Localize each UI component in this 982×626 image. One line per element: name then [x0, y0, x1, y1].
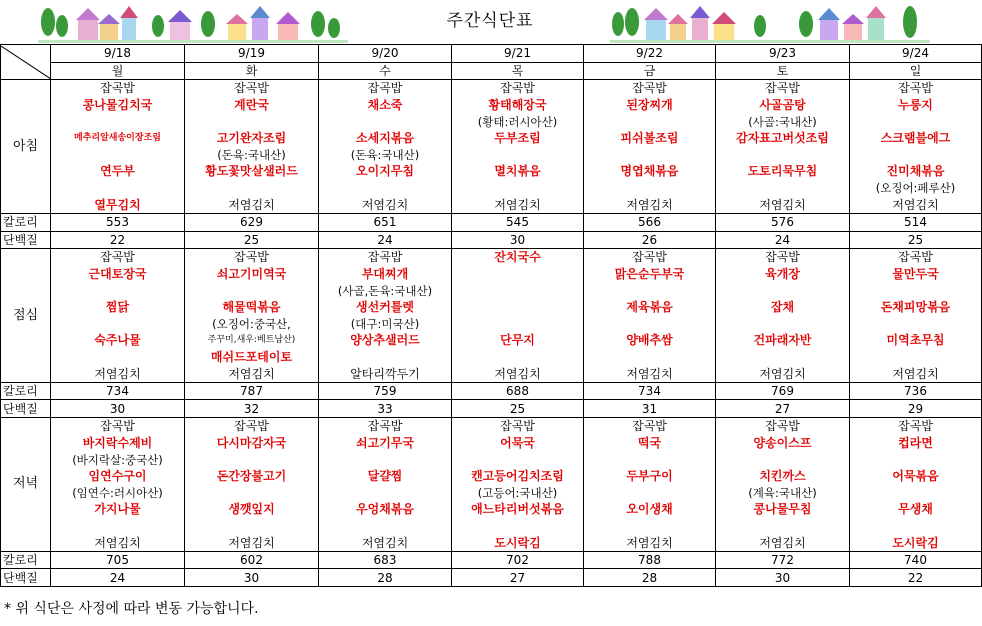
day-date: 9/20 — [319, 45, 452, 63]
calorie-value: 514 — [850, 213, 982, 231]
protein-value: 27 — [716, 400, 850, 418]
menu-item: 메추리알새송이장조림 — [51, 130, 185, 147]
calorie-value: 759 — [319, 382, 452, 400]
menu-item: 잡곡밥 — [716, 418, 850, 435]
menu-row — [1, 249, 982, 266]
calorie-value: 705 — [51, 551, 185, 569]
menu-item: (황태:러시아산) — [452, 113, 584, 130]
protein-row — [1, 400, 982, 418]
menu-item: 양배추쌈 — [584, 332, 716, 349]
menu-item — [850, 349, 982, 366]
menu-item — [716, 316, 850, 333]
menu-item: 저염김치 — [584, 365, 716, 382]
menu-row — [1, 266, 982, 283]
day-date: 9/22 — [584, 45, 716, 63]
menu-item: 오이지무침 — [319, 163, 452, 180]
day-date: 9/18 — [51, 45, 185, 63]
protein-value: 28 — [584, 569, 716, 587]
menu-item — [584, 349, 716, 366]
menu-item: 잡곡밥 — [51, 249, 185, 266]
menu-change-note: * 위 식단은 사정에 따라 변동 가능합니다. — [4, 601, 259, 617]
meal-label: 아침 — [1, 80, 51, 214]
menu-item: 어묵국 — [452, 435, 584, 452]
day-weekday: 목 — [452, 62, 584, 80]
calorie-label: 칼로리 — [1, 213, 51, 231]
menu-item — [850, 113, 982, 130]
menu-item — [51, 113, 185, 130]
menu-item: 저염김치 — [584, 534, 716, 551]
menu-item: 건파래자반 — [716, 332, 850, 349]
calorie-value: 740 — [850, 551, 982, 569]
protein-value: 22 — [850, 569, 982, 587]
menu-item: 매쉬드포테이토 — [185, 349, 319, 366]
menu-item: 잡곡밥 — [51, 418, 185, 435]
menu-item: 쇠고기무국 — [319, 435, 452, 452]
protein-label: 단백질 — [1, 231, 51, 249]
menu-item: 잡곡밥 — [452, 418, 584, 435]
protein-value: 30 — [716, 569, 850, 587]
menu-item — [716, 147, 850, 164]
menu-item — [584, 484, 716, 501]
menu-item: 소세지볶음 — [319, 130, 452, 147]
menu-item: (사골,돈육:국내산) — [319, 282, 452, 299]
menu-item: 고기완자조림 — [185, 130, 319, 147]
menu-row — [1, 163, 982, 180]
menu-item: 컵라면 — [850, 435, 982, 452]
protein-value: 30 — [185, 569, 319, 587]
menu-item: 양송이스프 — [716, 435, 850, 452]
calorie-value: 736 — [850, 382, 982, 400]
menu-item: (계육:국내산) — [716, 484, 850, 501]
menu-item — [584, 316, 716, 333]
protein-value: 24 — [716, 231, 850, 249]
weekly-menu-table — [0, 44, 982, 587]
menu-item: 잡곡밥 — [319, 418, 452, 435]
calorie-value: 651 — [319, 213, 452, 231]
menu-item: 잔치국수 — [452, 249, 584, 266]
menu-item: 감자표고버섯조림 — [716, 130, 850, 147]
protein-value: 25 — [185, 231, 319, 249]
menu-item: 물만두국 — [850, 266, 982, 283]
menu-row — [1, 484, 982, 501]
menu-item — [850, 518, 982, 535]
menu-item — [452, 451, 584, 468]
menu-item — [850, 451, 982, 468]
calorie-value: 566 — [584, 213, 716, 231]
menu-item: 잡곡밥 — [850, 249, 982, 266]
menu-item: 잡곡밥 — [319, 249, 452, 266]
menu-item: 잡곡밥 — [584, 80, 716, 97]
menu-item: 콩나물김치국 — [51, 97, 185, 114]
day-date: 9/21 — [452, 45, 584, 63]
meal-label: 점심 — [1, 249, 51, 383]
protein-row — [1, 231, 982, 249]
menu-item: 계란국 — [185, 97, 319, 114]
menu-item: 미역초무침 — [850, 332, 982, 349]
calorie-row — [1, 213, 982, 231]
menu-item: 도시락김 — [452, 534, 584, 551]
protein-value: 26 — [584, 231, 716, 249]
menu-item — [716, 349, 850, 366]
menu-row — [1, 80, 982, 97]
menu-item: 저염김치 — [185, 365, 319, 382]
menu-row — [1, 130, 982, 147]
menu-item: 주꾸미,새우:베트남산) — [185, 332, 319, 349]
village-decoration-left — [38, 2, 348, 44]
protein-value: 24 — [51, 569, 185, 587]
menu-item — [850, 316, 982, 333]
menu-item: 찜닭 — [51, 299, 185, 316]
menu-item: 연두부 — [51, 163, 185, 180]
menu-row — [1, 147, 982, 164]
protein-value: 30 — [51, 400, 185, 418]
day-weekday: 금 — [584, 62, 716, 80]
menu-item: (고등어:국내산) — [452, 484, 584, 501]
menu-item: (대구:미국산) — [319, 316, 452, 333]
menu-item — [185, 484, 319, 501]
menu-row — [1, 113, 982, 130]
menu-item: 다시마감자국 — [185, 435, 319, 452]
menu-item — [319, 484, 452, 501]
menu-item — [452, 147, 584, 164]
menu-item: 우엉채볶음 — [319, 501, 452, 518]
day-date: 9/24 — [850, 45, 982, 63]
village-decoration-right — [610, 2, 930, 44]
menu-item: (오징어:중국산, — [185, 316, 319, 333]
menu-item — [716, 518, 850, 535]
menu-row — [1, 97, 982, 114]
menu-item — [185, 518, 319, 535]
menu-item: 두부구이 — [584, 468, 716, 485]
menu-item — [584, 451, 716, 468]
calorie-row — [1, 382, 982, 400]
calorie-value: 772 — [716, 551, 850, 569]
menu-item: (오징어:페루산) — [850, 180, 982, 197]
protein-value: 22 — [51, 231, 185, 249]
calorie-value: 576 — [716, 213, 850, 231]
menu-item — [584, 518, 716, 535]
menu-item: 잡곡밥 — [185, 418, 319, 435]
menu-item: 잡곡밥 — [319, 80, 452, 97]
menu-item: 콩나물무침 — [716, 501, 850, 518]
menu-item — [850, 282, 982, 299]
menu-item: 쇠고기미역국 — [185, 266, 319, 283]
menu-item: 누룽지 — [850, 97, 982, 114]
day-weekday: 월 — [51, 62, 185, 80]
menu-item: 애느타리버섯볶음 — [452, 501, 584, 518]
calorie-value: 683 — [319, 551, 452, 569]
protein-value: 24 — [319, 231, 452, 249]
header-banner — [0, 0, 982, 44]
calorie-value: 553 — [51, 213, 185, 231]
menu-item: 저염김치 — [716, 534, 850, 551]
menu-item — [452, 180, 584, 197]
menu-item: (돈육:국내산) — [319, 147, 452, 164]
protein-label: 단백질 — [1, 569, 51, 587]
calorie-label: 칼로리 — [1, 551, 51, 569]
menu-item — [716, 180, 850, 197]
protein-value: 27 — [452, 569, 584, 587]
menu-item: (사골:국내산) — [716, 113, 850, 130]
menu-item: (임연수:러시아산) — [51, 484, 185, 501]
menu-item — [850, 147, 982, 164]
header-weekday-row — [1, 62, 982, 80]
menu-item — [850, 484, 982, 501]
menu-item: 돈채피망볶음 — [850, 299, 982, 316]
menu-item — [185, 282, 319, 299]
menu-item: 저염김치 — [185, 534, 319, 551]
menu-item — [452, 349, 584, 366]
menu-row — [1, 332, 982, 349]
menu-item: 잡곡밥 — [185, 249, 319, 266]
menu-item — [319, 180, 452, 197]
calorie-value: 769 — [716, 382, 850, 400]
header-corner-cell — [1, 45, 51, 80]
protein-value: 25 — [452, 400, 584, 418]
menu-item: 잡곡밥 — [850, 418, 982, 435]
protein-label: 단백질 — [1, 400, 51, 418]
menu-item — [51, 316, 185, 333]
menu-item: 저염김치 — [185, 196, 319, 213]
calorie-value: 734 — [51, 382, 185, 400]
menu-row — [1, 418, 982, 435]
menu-item: 숙주나물 — [51, 332, 185, 349]
calorie-value: 702 — [452, 551, 584, 569]
menu-item: 저염김치 — [452, 365, 584, 382]
menu-item — [319, 113, 452, 130]
menu-item: 부대찌개 — [319, 266, 452, 283]
menu-item: 가지나물 — [51, 501, 185, 518]
menu-item — [185, 451, 319, 468]
protein-value: 25 — [850, 231, 982, 249]
menu-item: 생선커틀렛 — [319, 299, 452, 316]
menu-item: 임연수구이 — [51, 468, 185, 485]
menu-item: 저염김치 — [584, 196, 716, 213]
diagonal-line-icon — [1, 46, 51, 79]
menu-item: 근대토장국 — [51, 266, 185, 283]
calorie-value: 602 — [185, 551, 319, 569]
day-date: 9/19 — [185, 45, 319, 63]
menu-item: 바지락수제비 — [51, 435, 185, 452]
menu-row — [1, 451, 982, 468]
menu-item — [319, 518, 452, 535]
menu-item: 열무김치 — [51, 196, 185, 213]
menu-item: 된장찌개 — [584, 97, 716, 114]
menu-item — [584, 113, 716, 130]
menu-item — [51, 518, 185, 535]
menu-item: 잡곡밥 — [51, 80, 185, 97]
meal-label: 저녁 — [1, 418, 51, 552]
menu-item: 도시락김 — [850, 534, 982, 551]
menu-item: 제육볶음 — [584, 299, 716, 316]
menu-item: 도토리묵무침 — [716, 163, 850, 180]
menu-item: 저염김치 — [452, 196, 584, 213]
menu-row — [1, 349, 982, 366]
menu-item: 저염김치 — [319, 196, 452, 213]
calorie-label: 칼로리 — [1, 382, 51, 400]
menu-item: 멸치볶음 — [452, 163, 584, 180]
menu-item: 잡곡밥 — [716, 249, 850, 266]
menu-item: 저염김치 — [716, 365, 850, 382]
menu-row — [1, 518, 982, 535]
menu-item: 잡곡밥 — [850, 80, 982, 97]
menu-item — [584, 282, 716, 299]
menu-item: 무생채 — [850, 501, 982, 518]
menu-row — [1, 365, 982, 382]
menu-item — [716, 282, 850, 299]
calorie-value: 788 — [584, 551, 716, 569]
menu-item — [452, 316, 584, 333]
menu-item — [319, 451, 452, 468]
menu-item: 저염김치 — [319, 534, 452, 551]
menu-item — [185, 113, 319, 130]
protein-value: 32 — [185, 400, 319, 418]
day-weekday: 토 — [716, 62, 850, 80]
calorie-value: 629 — [185, 213, 319, 231]
menu-item: 황태해장국 — [452, 97, 584, 114]
menu-item: 저염김치 — [850, 365, 982, 382]
calorie-value: 545 — [452, 213, 584, 231]
day-weekday: 수 — [319, 62, 452, 80]
menu-item: 생깻잎지 — [185, 501, 319, 518]
menu-item — [452, 266, 584, 283]
day-weekday: 화 — [185, 62, 319, 80]
day-weekday: 일 — [850, 62, 982, 80]
menu-item: 돈간장불고기 — [185, 468, 319, 485]
menu-item — [452, 282, 584, 299]
header-date-row — [1, 45, 982, 63]
menu-row — [1, 534, 982, 551]
menu-item: 명엽채볶음 — [584, 163, 716, 180]
menu-item — [51, 349, 185, 366]
menu-item — [51, 147, 185, 164]
menu-item: 사골곰탕 — [716, 97, 850, 114]
calorie-value: 734 — [584, 382, 716, 400]
protein-value: 28 — [319, 569, 452, 587]
menu-item: 치킨까스 — [716, 468, 850, 485]
menu-item: 떡국 — [584, 435, 716, 452]
menu-item: 황도꽃맛살샐러드 — [185, 163, 319, 180]
menu-item — [584, 147, 716, 164]
menu-item: 저염김치 — [51, 534, 185, 551]
menu-row — [1, 435, 982, 452]
menu-item: 채소죽 — [319, 97, 452, 114]
menu-item — [51, 180, 185, 197]
menu-row — [1, 501, 982, 518]
menu-row — [1, 316, 982, 333]
calorie-value: 688 — [452, 382, 584, 400]
menu-item: 두부조림 — [452, 130, 584, 147]
menu-item: 맑은순두부국 — [584, 266, 716, 283]
menu-item: 캔고등어김치조림 — [452, 468, 584, 485]
protein-value: 29 — [850, 400, 982, 418]
menu-row — [1, 282, 982, 299]
menu-item — [319, 349, 452, 366]
menu-item — [51, 282, 185, 299]
menu-item: 잡곡밥 — [716, 80, 850, 97]
menu-item: 잡곡밥 — [185, 80, 319, 97]
protein-value: 33 — [319, 400, 452, 418]
menu-row — [1, 468, 982, 485]
menu-item: 해물떡볶음 — [185, 299, 319, 316]
menu-item: 스크램블에그 — [850, 130, 982, 147]
menu-item: 저염김치 — [716, 196, 850, 213]
menu-item: 진미채볶음 — [850, 163, 982, 180]
protein-value: 31 — [584, 400, 716, 418]
protein-row — [1, 569, 982, 587]
menu-row — [1, 196, 982, 213]
menu-item: 어묵볶음 — [850, 468, 982, 485]
menu-item: 저염김치 — [51, 365, 185, 382]
menu-item: 달걀찜 — [319, 468, 452, 485]
menu-item — [584, 180, 716, 197]
menu-item — [185, 180, 319, 197]
menu-item: 양상추샐러드 — [319, 332, 452, 349]
calorie-value: 787 — [185, 382, 319, 400]
menu-item: 잡곡밥 — [452, 80, 584, 97]
menu-item — [452, 299, 584, 316]
calorie-row — [1, 551, 982, 569]
menu-item: 저염김치 — [850, 196, 982, 213]
menu-item: 오이생채 — [584, 501, 716, 518]
protein-value: 30 — [452, 231, 584, 249]
menu-item: (돈육:국내산) — [185, 147, 319, 164]
menu-row — [1, 180, 982, 197]
menu-item: 잡곡밥 — [584, 249, 716, 266]
menu-item: (바지락살:중국산) — [51, 451, 185, 468]
day-date: 9/23 — [716, 45, 850, 63]
menu-item: 육개장 — [716, 266, 850, 283]
menu-item: 알타리깍두기 — [319, 365, 452, 382]
menu-row — [1, 299, 982, 316]
page-title: 주간식단표 — [446, 11, 534, 31]
menu-item: 잡채 — [716, 299, 850, 316]
menu-item — [452, 518, 584, 535]
menu-item: 단무지 — [452, 332, 584, 349]
menu-item: 잡곡밥 — [584, 418, 716, 435]
menu-item: 피쉬볼조림 — [584, 130, 716, 147]
menu-item — [716, 451, 850, 468]
